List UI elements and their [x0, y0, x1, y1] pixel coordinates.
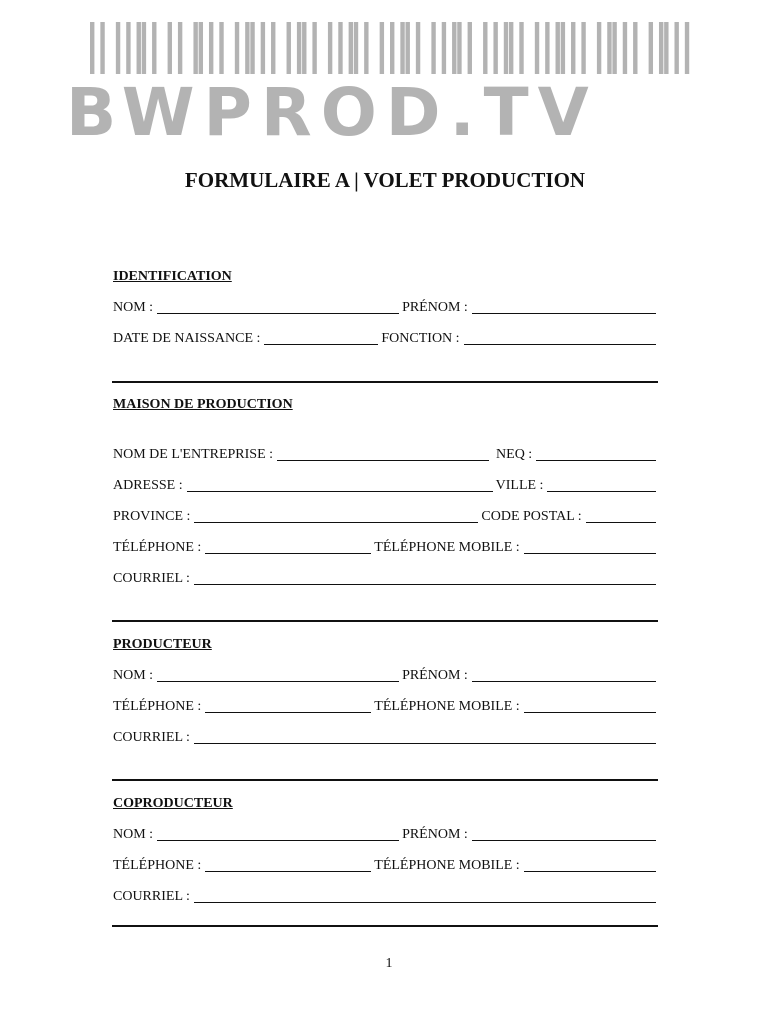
barcode-bar — [168, 22, 172, 74]
barcode-bar — [457, 22, 461, 74]
barcode-bar — [561, 22, 565, 74]
barcode-bar — [400, 22, 404, 74]
barcode-bar — [468, 22, 472, 74]
barcode-bar — [685, 22, 689, 74]
barcode-bar — [581, 22, 585, 74]
telephone-mobile-label: TÉLÉPHONE MOBILE : — [374, 699, 520, 714]
courriel-label: COURRIEL : — [113, 730, 190, 745]
form-row-courriel — [113, 571, 656, 587]
form-row-adresse — [113, 478, 656, 494]
barcode-bar — [90, 22, 94, 74]
telephone-mobile-label: TÉLÉPHONE MOBILE : — [374, 858, 520, 873]
barcode-bar — [607, 22, 611, 74]
telephone-field[interactable] — [205, 859, 371, 872]
courriel-label: COURRIEL : — [113, 889, 190, 904]
ville-label: VILLE : — [495, 478, 544, 493]
telephone-label: TÉLÉPHONE : — [113, 540, 202, 555]
barcode-bar — [142, 22, 146, 74]
barcode-bar — [406, 22, 410, 74]
section-divider — [112, 779, 658, 781]
section-divider — [112, 620, 658, 622]
barcode-bar — [597, 22, 601, 74]
section-heading-producteur: PRODUCTEUR — [113, 637, 212, 652]
neq-label: NEQ : — [496, 447, 533, 462]
section-heading-identification: IDENTIFICATION — [113, 269, 232, 284]
telephone-field[interactable] — [205, 541, 371, 554]
fonction-label: FONCTION : — [381, 331, 460, 346]
barcode-bar — [509, 22, 513, 74]
barcode-bar — [633, 22, 637, 74]
barcode-bar — [100, 22, 104, 74]
barcode-bar — [556, 22, 560, 74]
code-postal-field[interactable] — [586, 510, 656, 523]
barcode-bar — [442, 22, 446, 74]
barcode-bar — [416, 22, 420, 74]
barcode-bar — [116, 22, 120, 74]
form-row-coproducteur-telephone — [113, 858, 656, 874]
barcode-bar — [571, 22, 575, 74]
barcode-bar — [261, 22, 265, 74]
form-row-identification-name — [113, 300, 656, 316]
barcode-bar — [504, 22, 508, 74]
logo-wordmark: BWPROD.TV — [66, 74, 598, 151]
section-divider — [112, 381, 658, 383]
barcode-bar — [674, 22, 678, 74]
section-divider — [112, 925, 658, 927]
barcode-bar — [612, 22, 616, 74]
date-naissance-field[interactable] — [264, 332, 378, 345]
barcode-bar — [649, 22, 653, 74]
barcode-bar — [390, 22, 394, 74]
barcode-bar — [245, 22, 249, 74]
barcode-bar — [287, 22, 291, 74]
telephone-mobile-field[interactable] — [524, 859, 656, 872]
form-row-producteur-name — [113, 668, 656, 684]
form-row-telephone — [113, 540, 656, 556]
telephone-label: TÉLÉPHONE : — [113, 699, 202, 714]
form-row-entreprise — [113, 447, 656, 463]
form-row-coproducteur-courriel — [113, 889, 656, 905]
prenom-label: PRÉNOM : — [402, 300, 468, 315]
form-row-identification-birth — [113, 331, 656, 347]
prenom-field[interactable] — [472, 301, 656, 314]
barcode-bar — [178, 22, 182, 74]
barcode-bar — [302, 22, 306, 74]
barcode-bar — [199, 22, 203, 74]
form-row-coproducteur-name — [113, 827, 656, 843]
nom-label: NOM : — [113, 300, 154, 315]
barcode-bar — [535, 22, 539, 74]
courriel-label: COURRIEL : — [113, 571, 190, 586]
nom-field[interactable] — [157, 828, 399, 841]
prenom-label: PRÉNOM : — [402, 827, 468, 842]
barcode-bar — [545, 22, 549, 74]
date-naissance-label: DATE DE NAISSANCE : — [113, 331, 261, 346]
adresse-label: ADRESSE : — [113, 478, 183, 493]
barcode-bar — [126, 22, 130, 74]
nom-field[interactable] — [157, 669, 399, 682]
telephone-mobile-label: TÉLÉPHONE MOBILE : — [374, 540, 520, 555]
barcode-bar — [659, 22, 663, 74]
barcode-bar — [431, 22, 435, 74]
entreprise-label: NOM DE L'ENTREPRISE : — [113, 447, 274, 462]
barcode-bar — [364, 22, 368, 74]
barcode-bar — [493, 22, 497, 74]
barcode-bar — [152, 22, 156, 74]
barcode-graphic — [90, 22, 742, 78]
barcode-bar — [235, 22, 239, 74]
prenom-field[interactable] — [472, 828, 656, 841]
ville-field[interactable] — [547, 479, 656, 492]
form-row-province — [113, 509, 656, 525]
section-heading-coproducteur: COPRODUCTEUR — [113, 796, 233, 811]
barcode-bar — [664, 22, 668, 74]
courriel-field[interactable] — [194, 890, 656, 903]
province-field[interactable] — [194, 510, 478, 523]
barcode-bar — [483, 22, 487, 74]
telephone-field[interactable] — [205, 700, 371, 713]
barcode-bar — [250, 22, 254, 74]
nom-label: NOM : — [113, 827, 154, 842]
bwprod-logo — [66, 22, 718, 151]
barcode-bar — [623, 22, 627, 74]
section-heading-maison-production: MAISON DE PRODUCTION — [113, 397, 293, 412]
barcode-bar — [380, 22, 384, 74]
barcode-bar — [193, 22, 197, 74]
barcode-bar — [137, 22, 141, 74]
page-number: 1 — [385, 956, 393, 971]
barcode-bar — [312, 22, 316, 74]
adresse-field[interactable] — [187, 479, 493, 492]
courriel-field[interactable] — [194, 731, 656, 744]
telephone-mobile-field[interactable] — [524, 541, 656, 554]
nom-field[interactable] — [157, 301, 399, 314]
barcode-bar — [328, 22, 332, 74]
province-label: PROVINCE : — [113, 509, 191, 524]
form-row-producteur-telephone — [113, 699, 656, 715]
barcode-bar — [354, 22, 358, 74]
courriel-field[interactable] — [194, 572, 656, 585]
entreprise-field[interactable] — [277, 448, 489, 461]
fonction-field[interactable] — [464, 332, 656, 345]
barcode-bar — [271, 22, 275, 74]
prenom-field[interactable] — [472, 669, 656, 682]
telephone-label: TÉLÉPHONE : — [113, 858, 202, 873]
barcode-bar — [219, 22, 223, 74]
barcode-bar — [349, 22, 353, 74]
code-postal-label: CODE POSTAL : — [481, 509, 582, 524]
barcode-bar — [209, 22, 213, 74]
barcode-bar — [297, 22, 301, 74]
neq-field[interactable] — [536, 448, 656, 461]
prenom-label: PRÉNOM : — [402, 668, 468, 683]
barcode-bar — [452, 22, 456, 74]
document-title: FORMULAIRE A | VOLET PRODUCTION — [184, 168, 586, 192]
nom-label: NOM : — [113, 668, 154, 683]
telephone-mobile-field[interactable] — [524, 700, 656, 713]
barcode-bar — [519, 22, 523, 74]
form-row-producteur-courriel — [113, 730, 656, 746]
barcode-bar — [338, 22, 342, 74]
